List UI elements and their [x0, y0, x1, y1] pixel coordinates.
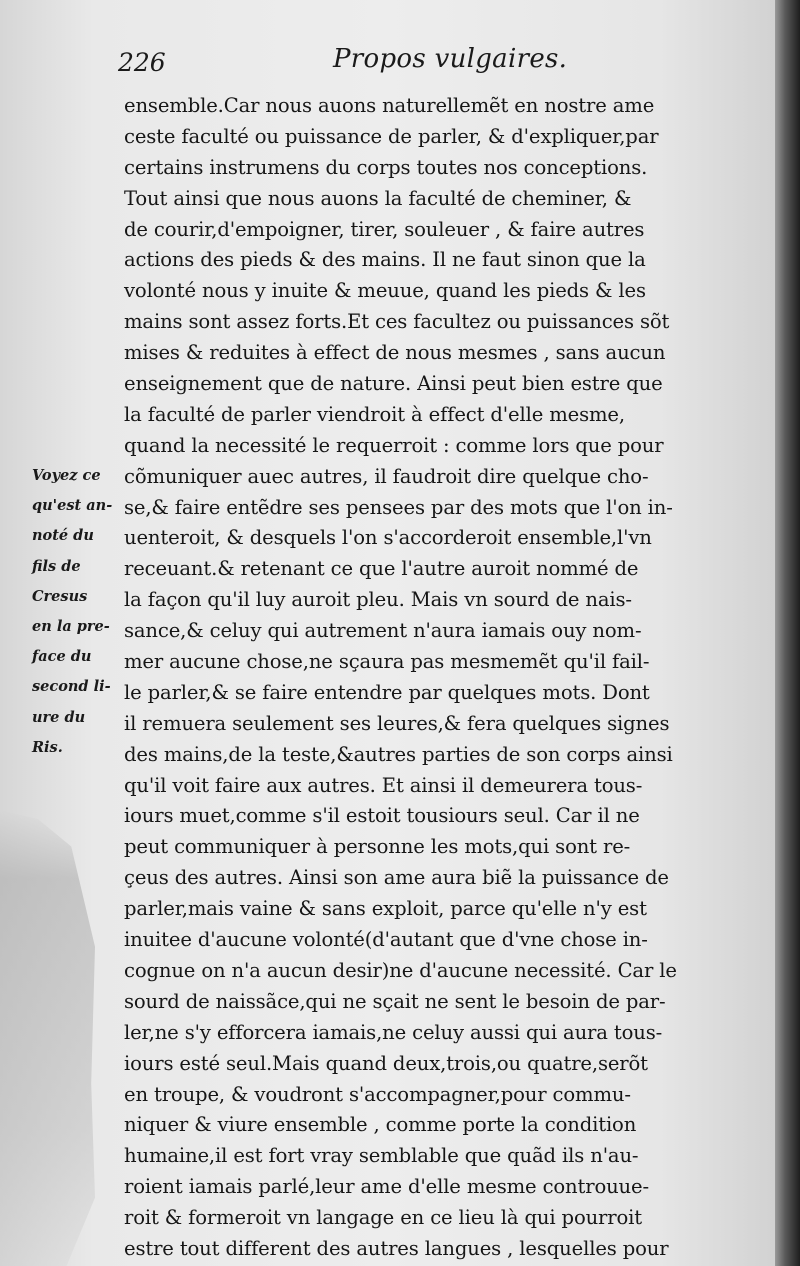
text-line: ceste faculté ou puissance de parler, & d'expliquer,par [124, 124, 659, 148]
text-line: parler,mais vaine & sans exploit, parce qu'elle n'y est [124, 897, 647, 921]
text-line: le parler,& se faire entendre par quelques mots. Dont [124, 680, 650, 704]
text-line: roit & formeroit vn langage en ce lieu là qui pourroit [124, 1206, 642, 1230]
text-line: cognue on n'a aucun desir)ne d'aucune necessité. Car le [124, 958, 677, 982]
margin-note-line: ure du [32, 708, 86, 726]
text-line: çeus des autres. Ainsi son ame aura biẽ la puissance de [124, 866, 669, 890]
text-line: certains instrumens du corps toutes nos conceptions. [124, 155, 648, 179]
text-line: mises & reduites à effect de nous mesmes , sans aucun [124, 341, 666, 365]
page-number: 226 [118, 48, 166, 77]
page-header [118, 44, 728, 84]
text-line: inuitee d'aucune volonté(d'autant que d'vne chose in- [124, 928, 648, 952]
margin-note-line: second li- [32, 678, 111, 696]
margin-note-line: face du [32, 648, 92, 666]
margin-note-line: en la pre- [32, 617, 110, 635]
text-line: volonté nous y inuite & meuue, quand les pieds & les [124, 279, 646, 303]
margin-note-line: qu'est an- [32, 497, 113, 515]
text-line: receuant.& retenant ce que l'autre auroit nommé de [124, 557, 639, 581]
text-line: ler,ne s'y efforcera iamais,ne celuy aussi qui aura tous- [124, 1020, 663, 1044]
running-head: Propos vulgaires. [333, 44, 568, 74]
text-line: la façon qu'il luy auroit pleu. Mais vn sourd de nais- [124, 588, 632, 612]
text-line: sourd de naissãce,qui ne sçait ne sent le besoin de par- [124, 989, 666, 1013]
text-line: iours esté seul.Mais quand deux,trois,ou quatre,serõt [124, 1051, 648, 1075]
margin-note [32, 461, 124, 763]
text-line: humaine,il est fort vray semblable que quãd ils n'au- [124, 1144, 639, 1168]
margin-note-line: noté du [32, 527, 94, 545]
text-line: qu'il voit faire aux autres. Et ainsi il demeurera tous- [124, 773, 643, 797]
margin-note-line: fils de [32, 557, 81, 575]
text-line: mer aucune chose,ne sçaura pas mesmemẽt qu'il fail- [124, 650, 650, 674]
text-line: niquer & viure ensemble , comme porte la condition [124, 1113, 637, 1137]
text-line: ensemble.Car nous auons naturellemẽt en nostre ame [124, 94, 655, 117]
text-line: peut communiquer à personne les mots,qui sont re- [124, 835, 631, 859]
book-gutter-shadow [775, 0, 800, 1266]
text-line: cõmuniquer auec autres, il faudroit dire quelque cho- [124, 464, 649, 488]
text-line: la faculté de parler viendroit à effect d'elle mesme, [124, 402, 625, 426]
margin-note-line: Voyez ce [32, 467, 101, 484]
text-line: enseignement que de nature. Ainsi peut bien estre que [124, 372, 663, 396]
text-line: estre tout different des autres langues , lesquelles pour [124, 1236, 669, 1260]
text-line: mains sont assez forts.Et ces facultez ou puissances sõt [124, 310, 670, 334]
text-line: uenteroit, & desquels l'on s'accorderoit ensemble,l'vn [124, 526, 652, 550]
margin-note-line: Ris. [32, 738, 63, 756]
text-line: des mains,de la teste,&autres parties de son corps ainsi [124, 742, 673, 766]
text-line: se,& faire entẽdre ses pensees par des mots que l'on in- [124, 495, 673, 519]
text-line: actions des pieds & des mains. Il ne faut sinon que la [124, 248, 646, 272]
text-line: il remuera seulement ses leures,& fera quelques signes [124, 711, 670, 735]
text-line: roient iamais parlé,leur ame d'elle mesme controuue- [124, 1175, 649, 1199]
text-line: quand la necessité le requerroit : comme lors que pour [124, 433, 664, 457]
margin-note-line: Cresus [32, 587, 88, 605]
text-line: en troupe, & voudront s'accompagner,pour commu- [124, 1082, 631, 1106]
text-line: iours muet,comme s'il estoit tousiours seul. Car il ne [124, 804, 640, 828]
body-text [124, 91, 724, 1265]
text-line: Tout ainsi que nous auons la faculté de cheminer, & [124, 186, 632, 210]
text-line: sance,& celuy qui autrement n'aura iamais ouy nom- [124, 619, 642, 643]
paper-stain [0, 810, 95, 1266]
text-line: de courir,d'empoigner, tirer, souleuer , & faire autres [124, 217, 645, 241]
